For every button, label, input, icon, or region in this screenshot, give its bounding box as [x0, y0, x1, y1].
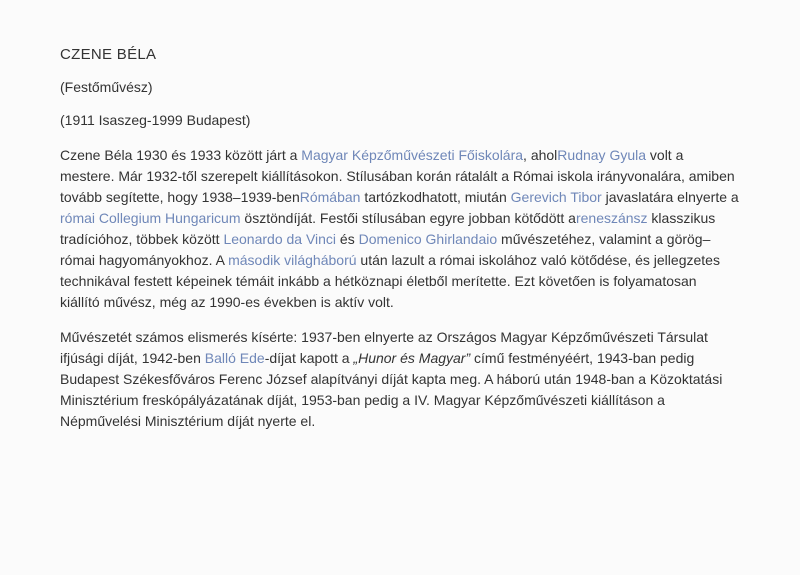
biography-paragraph-2: [60, 327, 740, 432]
link-fiskola[interactable]: Magyar Képzőművészeti Főiskolára: [301, 147, 524, 163]
link-collegium-hungaricum[interactable]: római Collegium Hungaricum: [60, 210, 241, 226]
link-rudnay-gyula[interactable]: Rudnay Gyula: [557, 147, 647, 163]
link-roma[interactable]: Rómában: [299, 189, 361, 205]
bio-text: klasszikus tradícióhoz, többek között: [60, 210, 716, 247]
link-ballo-ede[interactable]: Balló Ede: [204, 350, 265, 366]
bio-text: Művészetét számos elismerés kísérte: 1937-ben elnyerte az Országos Magyar Képzőművészeti Társulat ifjúsági díját, 1942-ben: [60, 329, 708, 366]
bio-text: javaslatára elnyerte a: [601, 189, 739, 205]
bio-text: Czene Béla 1930 és 1933 között járt a: [60, 147, 302, 163]
bio-text: után lazult a római iskolához való kötődése, és jellegzetes technikával festett képeinek témáit inkább a hétköznapi életből merítette. Ezt követően is folyamatosan kiállító művész, még az 1990-es években is aktív volt.: [60, 252, 720, 310]
artist-profession: (Festőművész): [60, 79, 153, 95]
bio-text: című festményéért, 1943-ban pedig Budapest Székesfőváros Ferenc József alapítványi díját kapta meg. A háború után 1948-ban a Közoktatási Minisztérium freskópályázatának díját, 1953-ban pedig a IV. Magyar Képzőművészeti kiállításon a Népművelési Minisztérium díját nyerte el.: [60, 350, 723, 429]
link-leonardo-da-vinci[interactable]: Leonardo da Vinci: [223, 231, 337, 247]
bio-text: művészetéhez, valamint a görög–római hagyományokhoz. A: [60, 231, 711, 268]
bio-text: volt a mestere. Már 1932-től szerepelt kiállításokon. Stílusában korán rátalált a Római iskola irányvonalára, amiben tovább segítette, hogy 1938–1939-ben: [60, 147, 735, 205]
link-domenico-ghirlandaio[interactable]: Domenico Ghirlandaio: [358, 231, 498, 247]
biography-paragraph-1: [60, 145, 740, 313]
link-reneszansz[interactable]: reneszánsz: [575, 210, 648, 226]
bio-text: tartózkodhatott, miután: [360, 189, 511, 205]
artist-dates: (1911 Isaszeg-1999 Budapest): [60, 112, 251, 128]
artist-name: CZENE BÉLA: [60, 46, 157, 63]
bio-text: és: [336, 231, 359, 247]
document-body: [60, 44, 740, 432]
bio-text: ösztöndíját. Festői stílusában egyre jobban kötődött a: [240, 210, 576, 226]
bio-text: , ahol: [523, 147, 558, 163]
link-gerevich-tibor[interactable]: Gerevich Tibor: [510, 189, 602, 205]
link-masodik-vilaghaboru[interactable]: második világháború: [228, 252, 357, 268]
artwork-title: „Hunor és Magyar”: [353, 350, 471, 366]
bio-text: -díjat kapott a: [264, 350, 354, 366]
